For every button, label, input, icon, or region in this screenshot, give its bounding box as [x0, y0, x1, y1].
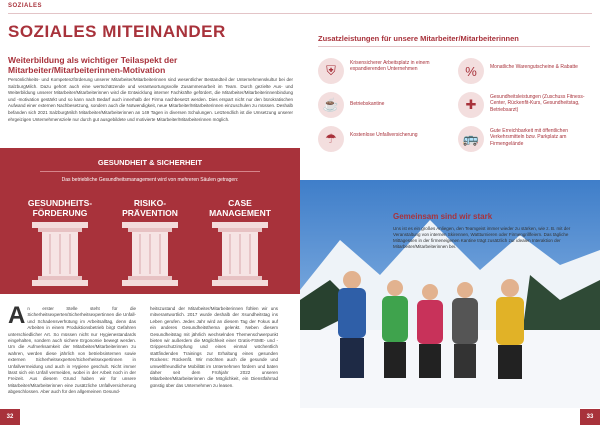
body-column-2: heitszustand der Mitarbeiter/Mitarbeiterinnen fühlen wir uns mitverantwortlich. 2017 wurde deshalb der Xsundheitstag ins Leben gerufen. Jedes Jahr wird an diesem Tag der Fokus auf ein anderes Gesundheitsthema gelenkt. Neben diesem Gesundheitstag mit jährlich wechselnden Themenschwerpunkt bieten wir außerdem die Möglichkeit einer Gratis-FSME- und -Grippeschutzimpfung und eines einmal wöchentlich stattfindenden Trainings zur Erhaltung eines gesunden Rückens: Rückenfit. Wir möchten auch die gesunde und umweltfreundliche Mobilität im Unternehmen fördern und baten daher seit dem Frühjahr 2022 unseren Mitarbeiter/Mitarbeiterinnen die Möglichkeit, ein Dienstfahrrad günstig über das Unternehmen zu leasen. — [150, 306, 278, 388]
health-subtitle: Das betriebliche Gesundheitsmanagement wird von mehreren Säulen getragen: — [61, 177, 239, 183]
page-subtitle: Weiterbildung als wichtiger Teilaspekt der Mitarbeiter/Mitarbeiterinnen-Motivation — [8, 55, 178, 75]
pillar-label: GESUNDHEITS- FÖRDERUNG — [27, 198, 93, 218]
voucher-icon: % — [458, 58, 484, 84]
section-rule — [8, 13, 592, 14]
photo-caption: Uns ist es ein großes Anliegen, den Teamgeist immer wieder zu stärken, wie z. B. mit der Veranstaltung von internen Skirennen, Wattturnieren oder Firmengrillfeiern. Das tägliche Mittagessen in der firmeneigenen Kantine trägt zusätzlich zur idealen Interaktion der Mitarbeiter/Mitarbeiterinnen bei. — [393, 226, 571, 249]
benefit-item — [458, 126, 578, 156]
benefits-title: Zusatzleistungen für unsere Mitarbeiter/Mitarbeiterinnen — [318, 34, 590, 47]
page-number-left: 32 — [0, 409, 20, 425]
pillar-icon — [210, 222, 270, 286]
shield-person-icon: ⛨ — [318, 58, 344, 84]
dropcap: A — [8, 302, 26, 329]
benefit-item — [458, 92, 585, 122]
benefit-item — [318, 92, 438, 122]
canteen-icon: ☕ — [318, 92, 344, 118]
benefit-text: Krisensicherer Arbeitsplatz in einem expandierenden Unternehmen — [350, 60, 430, 73]
photo-caption-title: Gemeinsam sind wir stark — [393, 212, 493, 221]
page-title: SOZIALES MITEINANDER — [8, 22, 226, 41]
pillar-health-promotion — [15, 196, 105, 286]
health-safety-banner — [0, 148, 300, 294]
pillar-icon — [30, 222, 90, 286]
pillar-case-management — [195, 196, 285, 286]
insurance-icon: ☂ — [318, 126, 344, 152]
body-column-1: An erster Stelle steht für die Sicherheitsexperten/Sicherheitsexpertinnen die Unfall- und Schadensverhütung im Arbeitsalltag, denn das Arbeiten in einem Produktionsbetrieb birgt Gefahren unterschiedlicher Art. So müssen nicht nur Hygienestandards eingehalten, sondern auch sichere Ergonomie bewegt werden. Um die Aufmerksamkeit der Mitarbeiter/Mitarbeiterinnen zu wahren, werden diese jährlich von betriebsinternen sowie externen Sicherheitsexperten/Sicherheitsexpertinnen in Unfallvermeidung und auch in Hygiene geschult. Nicht immer lässt sich ein Unfall vermeiden, wobei in der Arbeit noch in der Freizeit. Aus diesem Grund haben wir für unsere Mitarbeiter/Mitarbeiterinnen eine zusätzliche Unfallversicherung abgeschlossen. Aber auch für den allgemeinen Gesund- — [8, 302, 136, 395]
benefit-item — [458, 58, 578, 88]
section-header — [0, 0, 600, 14]
transport-icon: 🚌 — [458, 126, 484, 152]
health-title: GESUNDHEIT & SICHERHEIT — [97, 158, 203, 167]
intro-paragraph: Persönlichkeits- und Kompetenzförderung unserer Mitarbeiter/Mitarbeiterinnen sind wesentlicher Bestandteil der Unternehmenskultur bei der SalzburgMilch. Dazu gehört auch eine wertschätzende und verantwortungsvolle Zusammenarbeit im Team. Durch gezielte Aus- und Weiterbildung unserer Mitarbeiter/Mitarbeiterinnen wird die Entwicklung interner Fachkräfte gefördert, die Mitarbeiter/Mitarbeiterinnenbindung und -motivation gestärkt und so kann nach Bedarf auch innerhalb der Firma nachbesetzt werden. Dies erspart nicht nur den bürokratischen Aufwand einer externen Nachbesetzung, sondern auch die Notwendigkeit, neue Mitarbeiter/Mitarbeiterinnen einzuschulen zu müssen. Deshalb befanden sich 2021 SalzburgMilch Mitarbeiter/Mitarbeiterinnen an 149 Tagen in diversen Schulungen. Letztendlich ist die Umsetzung unserer ehrgeizigen Unternehmensziele nur durch gut ausgebildete und motivierte Mitarbeiter/Mitarbeiterinnen möglich. — [8, 77, 293, 122]
benefit-text: Gute Erreichbarkeit mit öffentlichen Verkehrsmitteln bzw. Parkplatz am Firmengelände — [490, 128, 569, 147]
benefit-text: Monatliche Warengutscheine & Rabatte — [490, 64, 578, 70]
pillar-risk-prevention — [105, 196, 195, 286]
benefit-item — [318, 126, 438, 156]
benefit-text: Gesundheitsleistungen (Zuschuss Fitness-Center, Rückenfit-Kurs, Gesundheitstag, Betriebsarzt) — [490, 94, 585, 113]
pillar-icon — [120, 222, 180, 286]
pillar-label: RISIKO- PRÄVENTION — [122, 198, 178, 218]
page-number-right: 33 — [580, 409, 600, 425]
benefit-item — [318, 58, 438, 88]
pillar-label: CASE MANAGEMENT — [209, 198, 271, 218]
health-icon: ✚ — [458, 92, 484, 118]
banner-rule — [40, 171, 260, 172]
benefit-text: Betriebskantine — [350, 101, 385, 107]
benefit-text: Kostenlose Unfallversicherung — [350, 132, 418, 138]
section-label: SOZIALES — [8, 3, 43, 9]
